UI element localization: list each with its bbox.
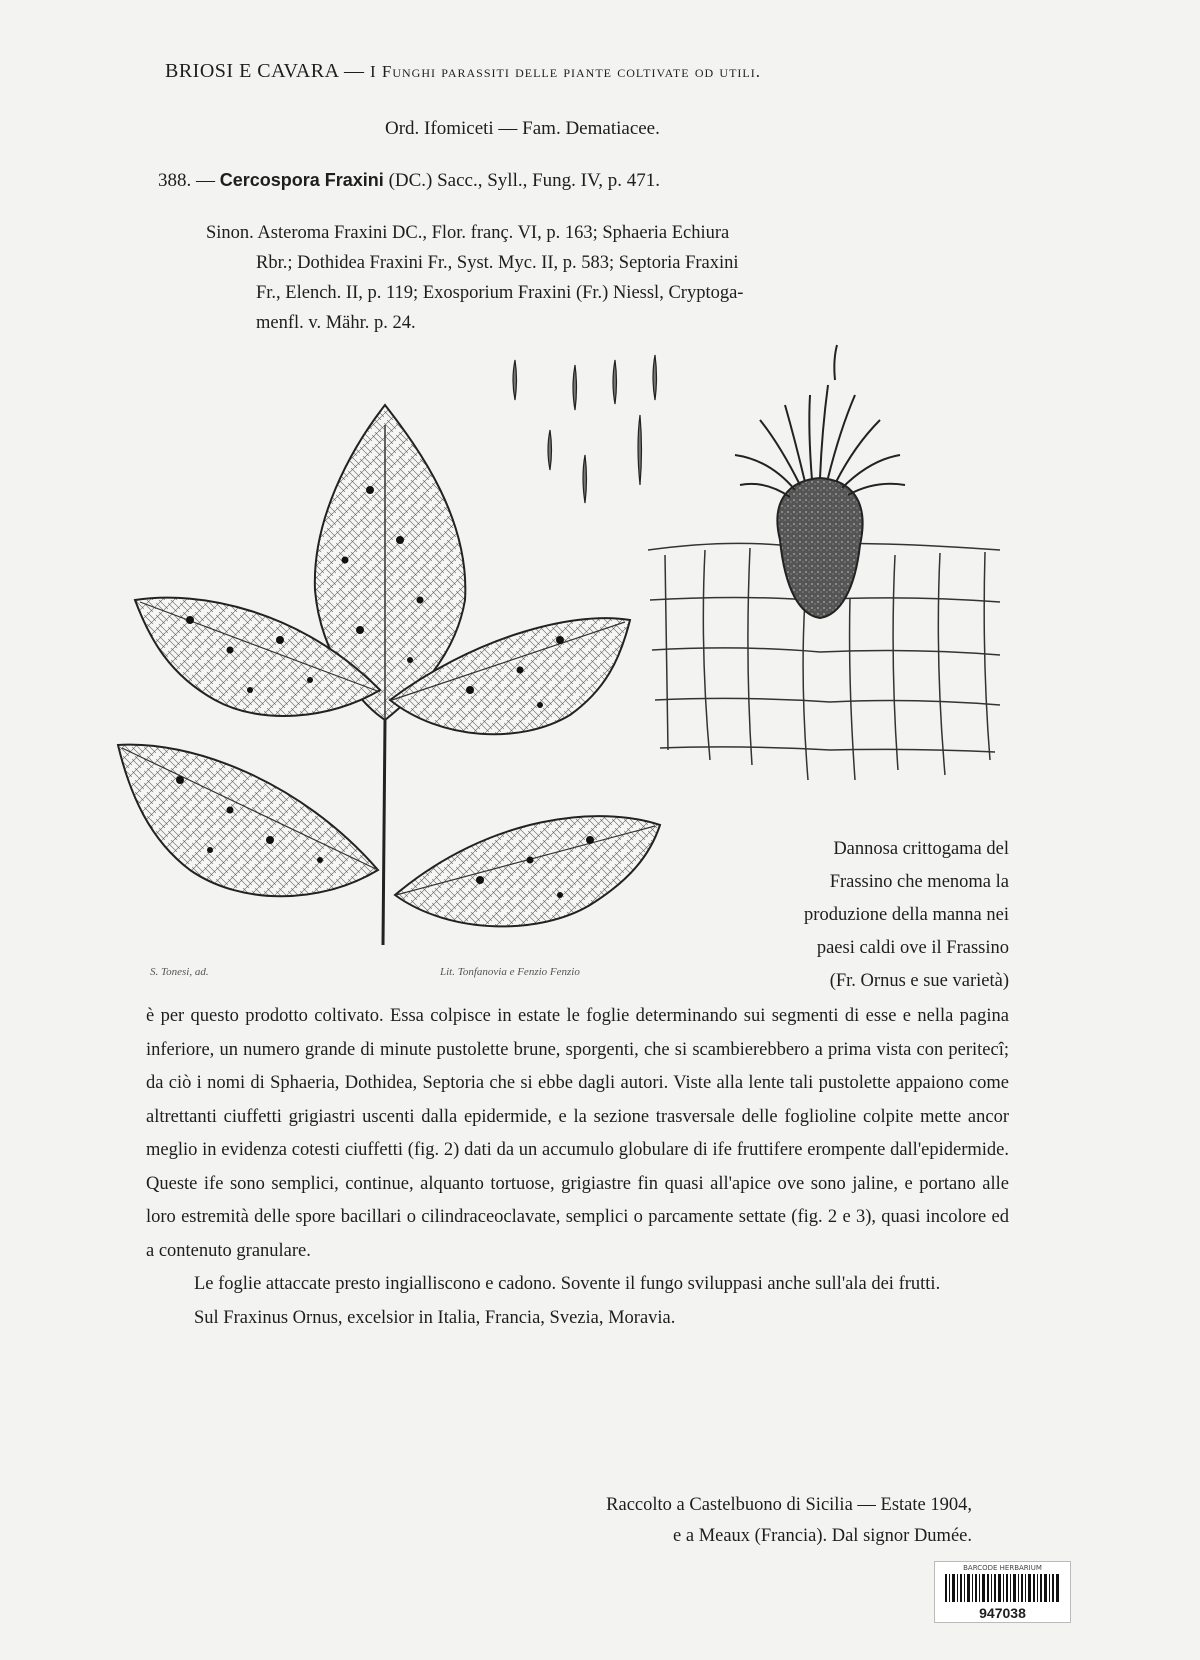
figure-credit-right: Lit. Tonfanovia e Fenzio Fenzio xyxy=(440,966,580,978)
side-line: Frassino che menoma la xyxy=(829,872,1009,892)
ash-leaf-drawing xyxy=(118,405,660,945)
figure-credit-left: S. Tonesi, ad. xyxy=(150,966,209,978)
classification-line: Ord. Ifomiceti — Fam. Dematiacee. xyxy=(385,118,660,139)
side-line: produzione della manna nei xyxy=(804,905,1009,925)
side-text xyxy=(727,833,1009,998)
header-series-title: I Funghi parassiti delle piante coltivate od utili. xyxy=(369,62,761,81)
side-line: paesi caldi ove il Frassino xyxy=(816,938,1009,958)
synonym-line: Fr., Elench. II, p. 119; Exosporium Fraxini (Fr.) Niessl, Cryptoga- xyxy=(256,283,744,303)
barcode-label: BARCODE HERBARIUM xyxy=(963,1564,1042,1572)
synonym-line: menfl. v. Mähr. p. 24. xyxy=(256,313,416,333)
barcode-number: 947038 xyxy=(979,1605,1026,1621)
species-citation: (DC.) Sacc., Syll., Fung. IV, p. 471. xyxy=(388,170,661,191)
synonymy-block xyxy=(206,218,1006,338)
spores-drawing xyxy=(513,355,657,503)
entry-number: 388. — xyxy=(158,170,215,191)
side-line: Dannosa crittogama del xyxy=(833,839,1009,859)
species-entry xyxy=(158,170,660,192)
description-paragraph: è per questo prodotto coltivato. Essa colpisce in estate le foglie determinando sui segmenti di esse e nella pagina inferiore, un numero grande di minute pustolette brune, sporgenti, che si scambierebbero a prima vista con peritecî; da ciò i nomi di Sphaeria, Dothidea, Septoria che si ebbe dagli autori. Viste alla lente tali pustolette appaiono come altrettanti ciuffetti grigiastri uscenti dalla epidermide, e la sezione trasversale delle fogliolinе colpite mette ancor meglio in evidenza cotesti ciuffetti (fig. 2) dati da un accumulo globulare di ife fruttifere erompente dall'epidermide. Queste ife sono semplici, continue, alquanto tortuose, grigiastre fin quasi all'apice ove sono jaline, e portano alle loro estremità delle spore bacillari o cilindraceoclavate, semplici o parcamente settate (fig. 2 e 3), quasi incolore ed a contenuto granulare. xyxy=(146,1006,1009,1261)
specimen-barcode xyxy=(934,1561,1071,1623)
collection-line: e a Meaux (Francia). Dal signor Dumée. xyxy=(673,1526,972,1546)
synonym-line: Rbr.; Dothidea Fraxini Fr., Syst. Myc. II, p. 583; Septoria Fraxini xyxy=(256,253,739,273)
description-body xyxy=(146,1000,1009,1335)
cross-section-drawing xyxy=(648,345,1000,780)
collection-line: Raccolto a Castelbuono di Sicilia — Estate 1904, xyxy=(606,1495,972,1515)
species-name: Cercospora Fraxini xyxy=(219,170,384,190)
side-line: (Fr. Ornus e sue varietà) xyxy=(829,971,1009,991)
header-authors: BRIOSI E CAVARA — xyxy=(165,60,365,82)
description-paragraph: Le foglie attaccate presto ingialliscono e cadono. Sovente il fungo sviluppasi anche sull'ala dei frutti. xyxy=(194,1274,941,1294)
page-header xyxy=(165,60,761,83)
barcode-bars xyxy=(945,1574,1060,1602)
synonym-line: Sinon. Asteroma Fraxini DC., Flor. franç. VI, p. 163; Sphaeria Echiura xyxy=(206,223,730,243)
distribution-paragraph: Sul Fraxinus Ornus, excelsior in Italia, Francia, Svezia, Moravia. xyxy=(194,1307,676,1328)
